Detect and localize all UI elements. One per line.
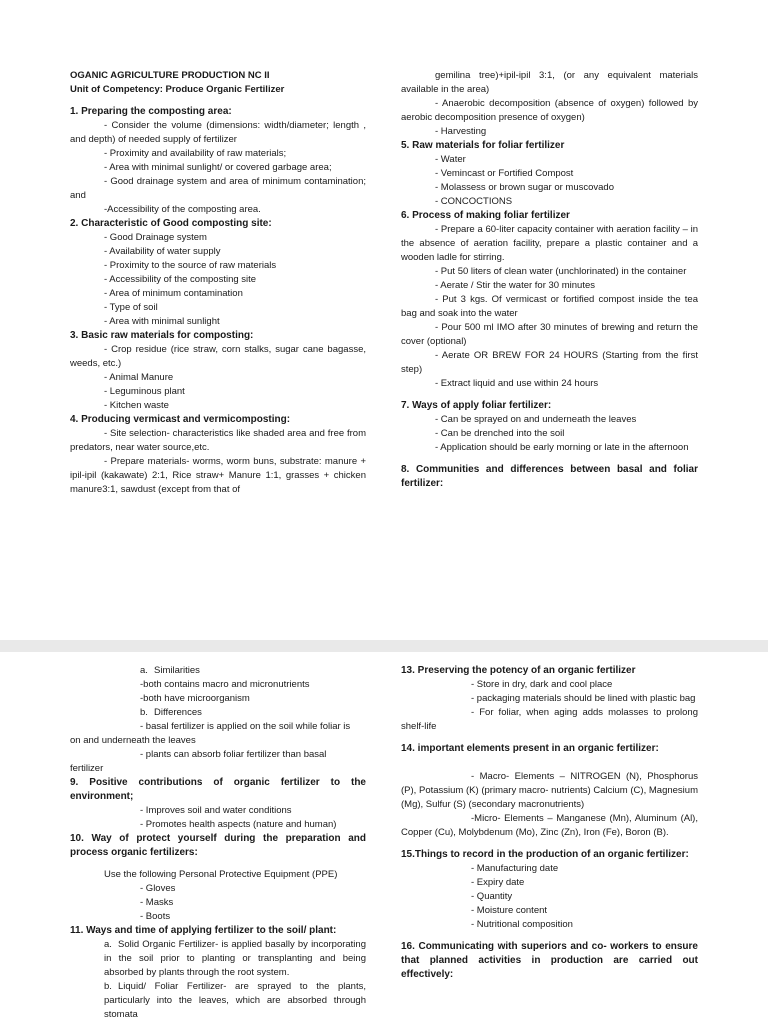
- body-paragraph: - Manufacturing date: [471, 863, 559, 874]
- body-paragraph: - Promotes health aspects (nature and human): [140, 819, 337, 830]
- body-paragraph: - Extract liquid and use within 24 hours: [435, 378, 599, 389]
- section-heading: 5. Raw materials for foliar fertilizer: [401, 140, 565, 151]
- body-paragraph: [70, 706, 366, 720]
- body-paragraph: - Masks: [140, 897, 174, 908]
- body-paragraph: - Can be sprayed on and underneath the leaves: [435, 414, 637, 425]
- section-heading: 9. Positive contributions of organic fertilizer to the environment;: [70, 777, 366, 802]
- body-paragraph: - Area with minimal sunlight: [104, 316, 220, 327]
- body-paragraph: - Aerate OR BREW FOR 24 HOURS (Starting from the first step): [401, 350, 698, 375]
- list-text: Similarities: [154, 665, 200, 676]
- spacer: [401, 840, 698, 848]
- body-paragraph: - Proximity and availability of raw materials;: [104, 148, 287, 159]
- body-paragraph: - Gloves: [140, 883, 176, 894]
- body-paragraph: - Vemincast or Fortified Compost: [435, 168, 574, 179]
- list-text: Differences: [154, 707, 202, 718]
- body-paragraph: Use the following Personal Protective Equipment (PPE): [104, 869, 338, 880]
- spacer: [70, 860, 366, 868]
- body-paragraph: [70, 664, 366, 678]
- body-paragraph: - Proximity to the source of raw materials: [104, 260, 277, 271]
- page1-left-column: [70, 69, 366, 497]
- section-heading: 6. Process of making foliar fertilizer: [401, 210, 570, 221]
- body-paragraph: -both have microorganism: [140, 693, 250, 704]
- body-paragraph: - For foliar, when aging adds molasses to prolong shelf-life: [401, 707, 698, 732]
- section-heading: 11. Ways and time of applying fertilizer to the soil/ plant:: [70, 925, 337, 936]
- body-paragraph: - Type of soil: [104, 302, 158, 313]
- body-paragraph: - Accessibility of the composting site: [104, 274, 257, 285]
- body-paragraph: - CONCOCTIONS: [435, 196, 513, 207]
- body-paragraph: - Crop residue (rice straw, corn stalks, sugar cane bagasse, weeds, etc.): [70, 344, 366, 369]
- body-paragraph: - basal fertilizer is applied on the soil while foliar is: [140, 721, 351, 732]
- body-paragraph: - Leguminous plant: [104, 386, 185, 397]
- section-heading: 7. Ways of apply foliar fertilizer:: [401, 400, 552, 411]
- body-paragraph: - packaging materials should be lined with plastic bag: [471, 693, 696, 704]
- body-paragraph: - Consider the volume (dimensions: width/diameter; length , and depth) of needed supply of fertilizer: [70, 120, 366, 145]
- body-paragraph: - Prepare materials- worms, worm buns, substrate: manure + ipil-ipil (kakawate) 2:1, Rice straw+ Manure 1:1, grasses + chicken manure3:1, sawdust (except from that of: [70, 456, 366, 495]
- spacer: [401, 734, 698, 742]
- document-title: Unit of Competency: Produce Organic Fertilizer: [70, 84, 285, 95]
- body-paragraph: -both contains macro and micronutrients: [140, 679, 310, 690]
- page2-left-column: [70, 664, 366, 1022]
- body-paragraph: - Improves soil and water conditions: [140, 805, 292, 816]
- section-heading: 1. Preparing the composting area:: [70, 106, 232, 117]
- body-paragraph: - Good drainage system and area of minimum contamination; and: [70, 176, 366, 201]
- body-paragraph: - Molassess or brown sugar or muscovado: [435, 182, 614, 193]
- body-paragraph: - Put 50 liters of clean water (unchlorinated) in the container: [435, 266, 687, 277]
- document-title: OGANIC AGRICULTURE PRODUCTION NC II: [70, 70, 270, 81]
- section-heading: 10. Way of protect yourself during the preparation and process organic fertilizers:: [70, 833, 366, 858]
- spacer: [401, 391, 698, 399]
- spacer: [401, 455, 698, 463]
- list-marker: a.: [104, 939, 112, 950]
- body-paragraph: on and underneath the leaves: [70, 735, 196, 746]
- section-heading: 4. Producing vermicast and vermicomposting:: [70, 414, 291, 425]
- body-paragraph: [70, 980, 366, 1022]
- body-paragraph: - Kitchen waste: [104, 400, 169, 411]
- section-heading: 2. Characteristic of Good composting site:: [70, 218, 272, 229]
- body-paragraph: - Good Drainage system: [104, 232, 207, 243]
- body-paragraph: - Aerate / Stir the water for 30 minutes: [435, 280, 595, 291]
- spacer: [401, 932, 698, 940]
- list-text: Liquid/ Foliar Fertilizer- are sprayed to the plants, particularly into the leaves, which are absorbed through stomata: [104, 981, 366, 1020]
- list-marker: a.: [140, 665, 148, 676]
- body-paragraph: gemilina tree)+ipil-ipil 3:1, (or any equivalent materials available in the area): [401, 70, 698, 95]
- body-paragraph: fertilizer: [70, 763, 104, 774]
- body-paragraph: - Animal Manure: [104, 372, 174, 383]
- body-paragraph: -Micro- Elements – Manganese (Mn), Aluminum (Al), Copper (Cu), Molybdenum (Mo), Zinc (Zn), Iron (Fe), Boron (B).: [401, 813, 698, 838]
- body-paragraph: - Can be drenched into the soil: [435, 428, 565, 439]
- body-paragraph: - Site selection- characteristics like shaded area and free from predators, near water source,etc.: [70, 428, 366, 453]
- body-paragraph: - Quantity: [471, 891, 513, 902]
- list-marker: b.: [104, 981, 112, 992]
- body-paragraph: - Moisture content: [471, 905, 548, 916]
- section-heading: 14. important elements present in an organic fertilizer:: [401, 743, 659, 754]
- body-paragraph: - Area with minimal sunlight/ or covered garbage area;: [104, 162, 332, 173]
- body-paragraph: - Availability of water supply: [104, 246, 221, 257]
- body-paragraph: - plants can absorb foliar fertilizer than basal: [140, 749, 327, 760]
- body-paragraph: - Macro- Elements – NITROGEN (N), Phosphorus (P), Potassium (K) (primary macro- nutrients) Calcium (C), Magnesium (Mg), Sulfur (S) (secondary macronutrients): [401, 771, 698, 810]
- section-heading: 8. Communities and differences between basal and foliar fertilizer:: [401, 464, 698, 489]
- body-paragraph: - Anaerobic decomposition (absence of oxygen) followed by aerobic decomposition presence of oxygen): [401, 98, 698, 123]
- body-paragraph: - Water: [435, 154, 466, 165]
- body-paragraph: -Accessibility of the composting area.: [104, 204, 261, 215]
- body-paragraph: - Harvesting: [435, 126, 487, 137]
- spacer: [70, 97, 366, 105]
- page2-right-column: [401, 664, 698, 982]
- body-paragraph: - Put 3 kgs. Of vermicast or fortified compost inside the tea bag and soak into the water: [401, 294, 698, 319]
- body-paragraph: - Boots: [140, 911, 171, 922]
- spacer: [401, 756, 698, 770]
- body-paragraph: - Nutritional composition: [471, 919, 573, 930]
- section-heading: 13. Preserving the potency of an organic fertilizer: [401, 665, 636, 676]
- section-heading: 3. Basic raw materials for composting:: [70, 330, 254, 341]
- document-page-2: [0, 652, 768, 1024]
- body-paragraph: [70, 938, 366, 980]
- body-paragraph: - Application should be early morning or late in the afternoon: [435, 442, 689, 453]
- body-paragraph: - Pour 500 ml IMO after 30 minutes of brewing and return the cover (optional): [401, 322, 698, 347]
- list-marker: b.: [140, 707, 148, 718]
- body-paragraph: - Prepare a 60-liter capacity container with aeration facility – in the absence of aeration facility, prepare a plastic container and a wooden ladle for stirring.: [401, 224, 698, 263]
- section-heading: 16. Communicating with superiors and co- workers to ensure that planned activities in production are carried out effectively:: [401, 941, 698, 980]
- body-paragraph: - Area of minimum contamination: [104, 288, 243, 299]
- body-paragraph: - Expiry date: [471, 877, 525, 888]
- body-paragraph: - Store in dry, dark and cool place: [471, 679, 613, 690]
- page1-right-column: [401, 69, 698, 491]
- list-text: Solid Organic Fertilizer- is applied basally by incorporating in the soil prior to planting or transplanting and being absorbed by plants through the root system.: [104, 939, 366, 978]
- section-heading: 15.Things to record in the production of an organic fertilizer:: [401, 849, 689, 860]
